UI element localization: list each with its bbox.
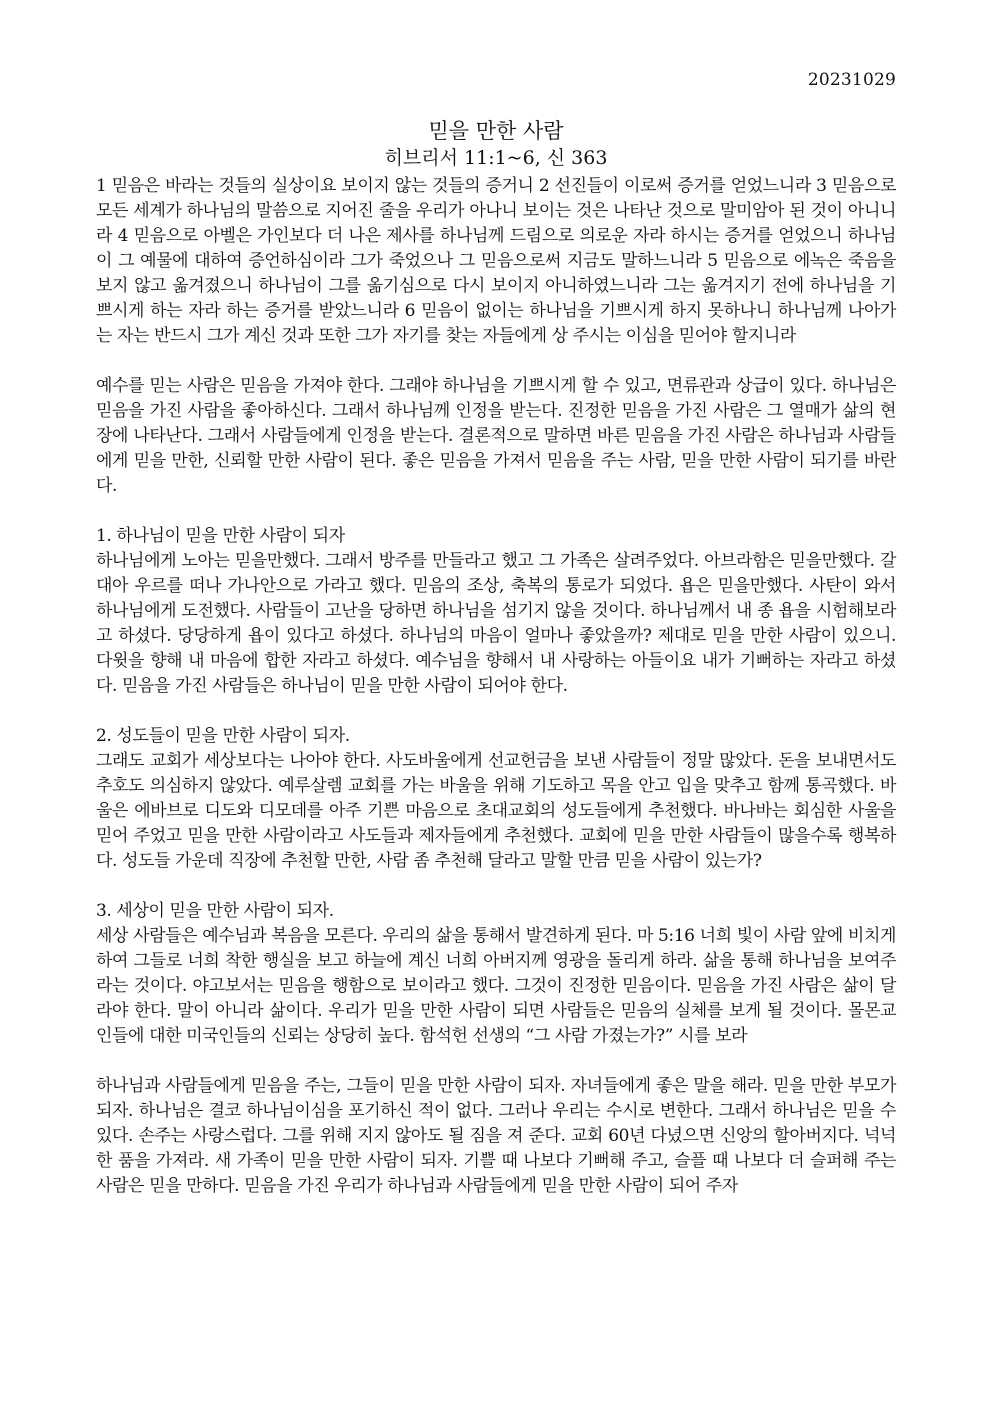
scripture-text: 1 믿음은 바라는 것들의 실상이요 보이지 않는 것들의 증거니 2 선진들이 이로써 증거를 얻었느니라 3 믿음으로 모든 세계가 하나님의 말씀으로 지어진 줄을 우리가 아나니 보이는 것은 나타난 것으로 말미암아 된 것이 아니니라 4 믿음으로 아벨은 가인보다 더 나은 제사를 하나님께 드림으로 의로운 자라 하시는 증거를 얻었으니 하나님이 그 예물에 대하여 증언하심이라 그가 죽었으나 그 믿음으로써 지금도 말하느니라 5 믿음으로 에녹은 죽음을 보지 않고 옮겨졌으니 하나님이 그를 옮기심으로 다시 보이지 아니하였느니라 그는 옮겨지기 전에 하나님을 기쁘시게 하는 자라 하는 증거를 받았느니라 6 믿음이 없이는 하나님을 기쁘시게 하지 못하나니 하나님께 나아가는 자는 반드시 그가 계신 것과 또한 그가 자기를 찾는 자들에게 상 주시는 이심을 믿어야 할지니라 <box>96 176 896 346</box>
section-heading: 3. 세상이 믿을 만한 사람이 되자. <box>96 901 334 921</box>
section-text: 하나님에게 노아는 믿을만했다. 그래서 방주를 만들라고 했고 그 가족은 살려주었다. 아브라함은 믿을만했다. 갈대아 우르를 떠나 가나안으로 가라고 했다. 믿음의 조상, 축복의 통로가 되었다. 욥은 믿을만했다. 사탄이 와서 하나님에게 도전했다. 사람들이 고난을 당하면 하나님을 섬기지 않을 것이다. 하나님께서 내 종 욥을 시험해보라고 하셨다. 당당하게 욥이 있다고 하셨다. 하나님의 마음이 얼마나 좋았을까? 제대로 믿을 만한 사람이 있으니. 다윗을 향해 내 마음에 합한 자라고 하셨다. 예수님을 향해서 내 사랑하는 아들이요 내가 기뻐하는 자라고 하셨다. 믿음을 가진 사람들은 하나님이 믿을 만한 사람이 되어야 한다. <box>96 551 896 696</box>
document-date: 20231029 <box>807 70 896 90</box>
section-text: 그래도 교회가 세상보다는 나아야 한다. 사도바울에게 선교헌금을 보낸 사람들이 정말 많았다. 돈을 보내면서도 추호도 의심하지 않았다. 예루살렘 교회를 가는 바울을 위해 기도하고 목을 안고 입을 맞추고 함께 통곡했다. 바울은 에바브로 디도와 디모데를 아주 기쁜 마음으로 초대교회의 성도들에게 추천했다. 바나바는 회심한 사울을 믿어 주었고 믿을 만한 사람이라고 사도들과 제자들에게 추천했다. 교회에 믿을 만한 사람들이 많을수록 행복하다. 성도들 가운데 직장에 추천할 만한, 사람 좀 추천해 달라고 말할 만큼 믿을 사람이 있는가? <box>96 751 896 871</box>
conclusion-paragraph: 하나님과 사람들에게 믿음을 주는, 그들이 믿을 만한 사람이 되자. 자녀들에게 좋은 말을 해라. 믿을 만한 부모가 되자. 하나님은 결코 하나님이심을 포기하신 적이 없다. 그러나 우리는 수시로 변한다. 그래서 하나님은 믿을 수 있다. 손주는 사랑스럽다. 그를 위해 지지 않아도 될 짐을 져 준다. 교회 60년 다녔으면 신앙의 할아버지다. 넉넉한 품을 가져라. 새 가족이 믿을 만한 사람이 되자. 기쁠 때 나보다 기뻐해 주고, 슬플 때 나보다 더 슬퍼해 주는 사람은 믿을 만하다. 믿음을 가진 우리가 하나님과 사람들에게 믿을 만한 사람이 되어 주자 <box>96 1076 896 1196</box>
section-1 <box>96 524 896 699</box>
section-2 <box>96 724 896 874</box>
sermon-title: 믿을 만한 사람 <box>428 119 564 143</box>
section-text: 세상 사람들은 예수님과 복음을 모른다. 우리의 삶을 통해서 발견하게 된다. 마 5:16 너희 빛이 사람 앞에 비치게 하여 그들로 너희 착한 행실을 보고 하늘에 계신 너희 아버지께 영광을 돌리게 하라. 삶을 통해 하나님을 보여주라는 것이다. 야고보서는 믿음을 행함으로 보이라고 했다. 그것이 진정한 믿음이다. 믿음을 가진 사람은 삶이 달라야 한다. 말이 아니라 삶이다. 우리가 믿을 만한 사람이 되면 사람들은 믿음의 실체를 보게 될 것이다. 몰몬교인들에 대한 미국인들의 신뢰는 상당히 높다. 함석헌 선생의 “그 사람 가졌는가?” 시를 보라 <box>96 926 896 1046</box>
intro-paragraph: 예수를 믿는 사람은 믿음을 가져야 한다. 그래야 하나님을 기쁘시게 할 수 있고, 면류관과 상급이 있다. 하나님은 믿음을 가진 사람을 좋아하신다. 그래서 하나님께 인정을 받는다. 진정한 믿음을 가진 사람은 그 열매가 삶의 현장에 나타난다. 그래서 사람들에게 인정을 받는다. 결론적으로 말하면 바른 믿음을 가진 사람은 하나님과 사람들에게 믿을 만한, 신뢰할 만한 사람이 된다. 좋은 믿음을 가져서 믿음을 주는 사람, 믿을 만한 사람이 되기를 바란다. <box>96 376 896 496</box>
document-body <box>96 174 896 1199</box>
section-heading: 1. 하나님이 믿을 만한 사람이 되자 <box>96 526 345 546</box>
section-heading: 2. 성도들이 믿을 만한 사람이 되자. <box>96 726 350 746</box>
section-3 <box>96 899 896 1049</box>
scripture-reference: 히브리서 11:1~6, 신 363 <box>384 147 608 169</box>
